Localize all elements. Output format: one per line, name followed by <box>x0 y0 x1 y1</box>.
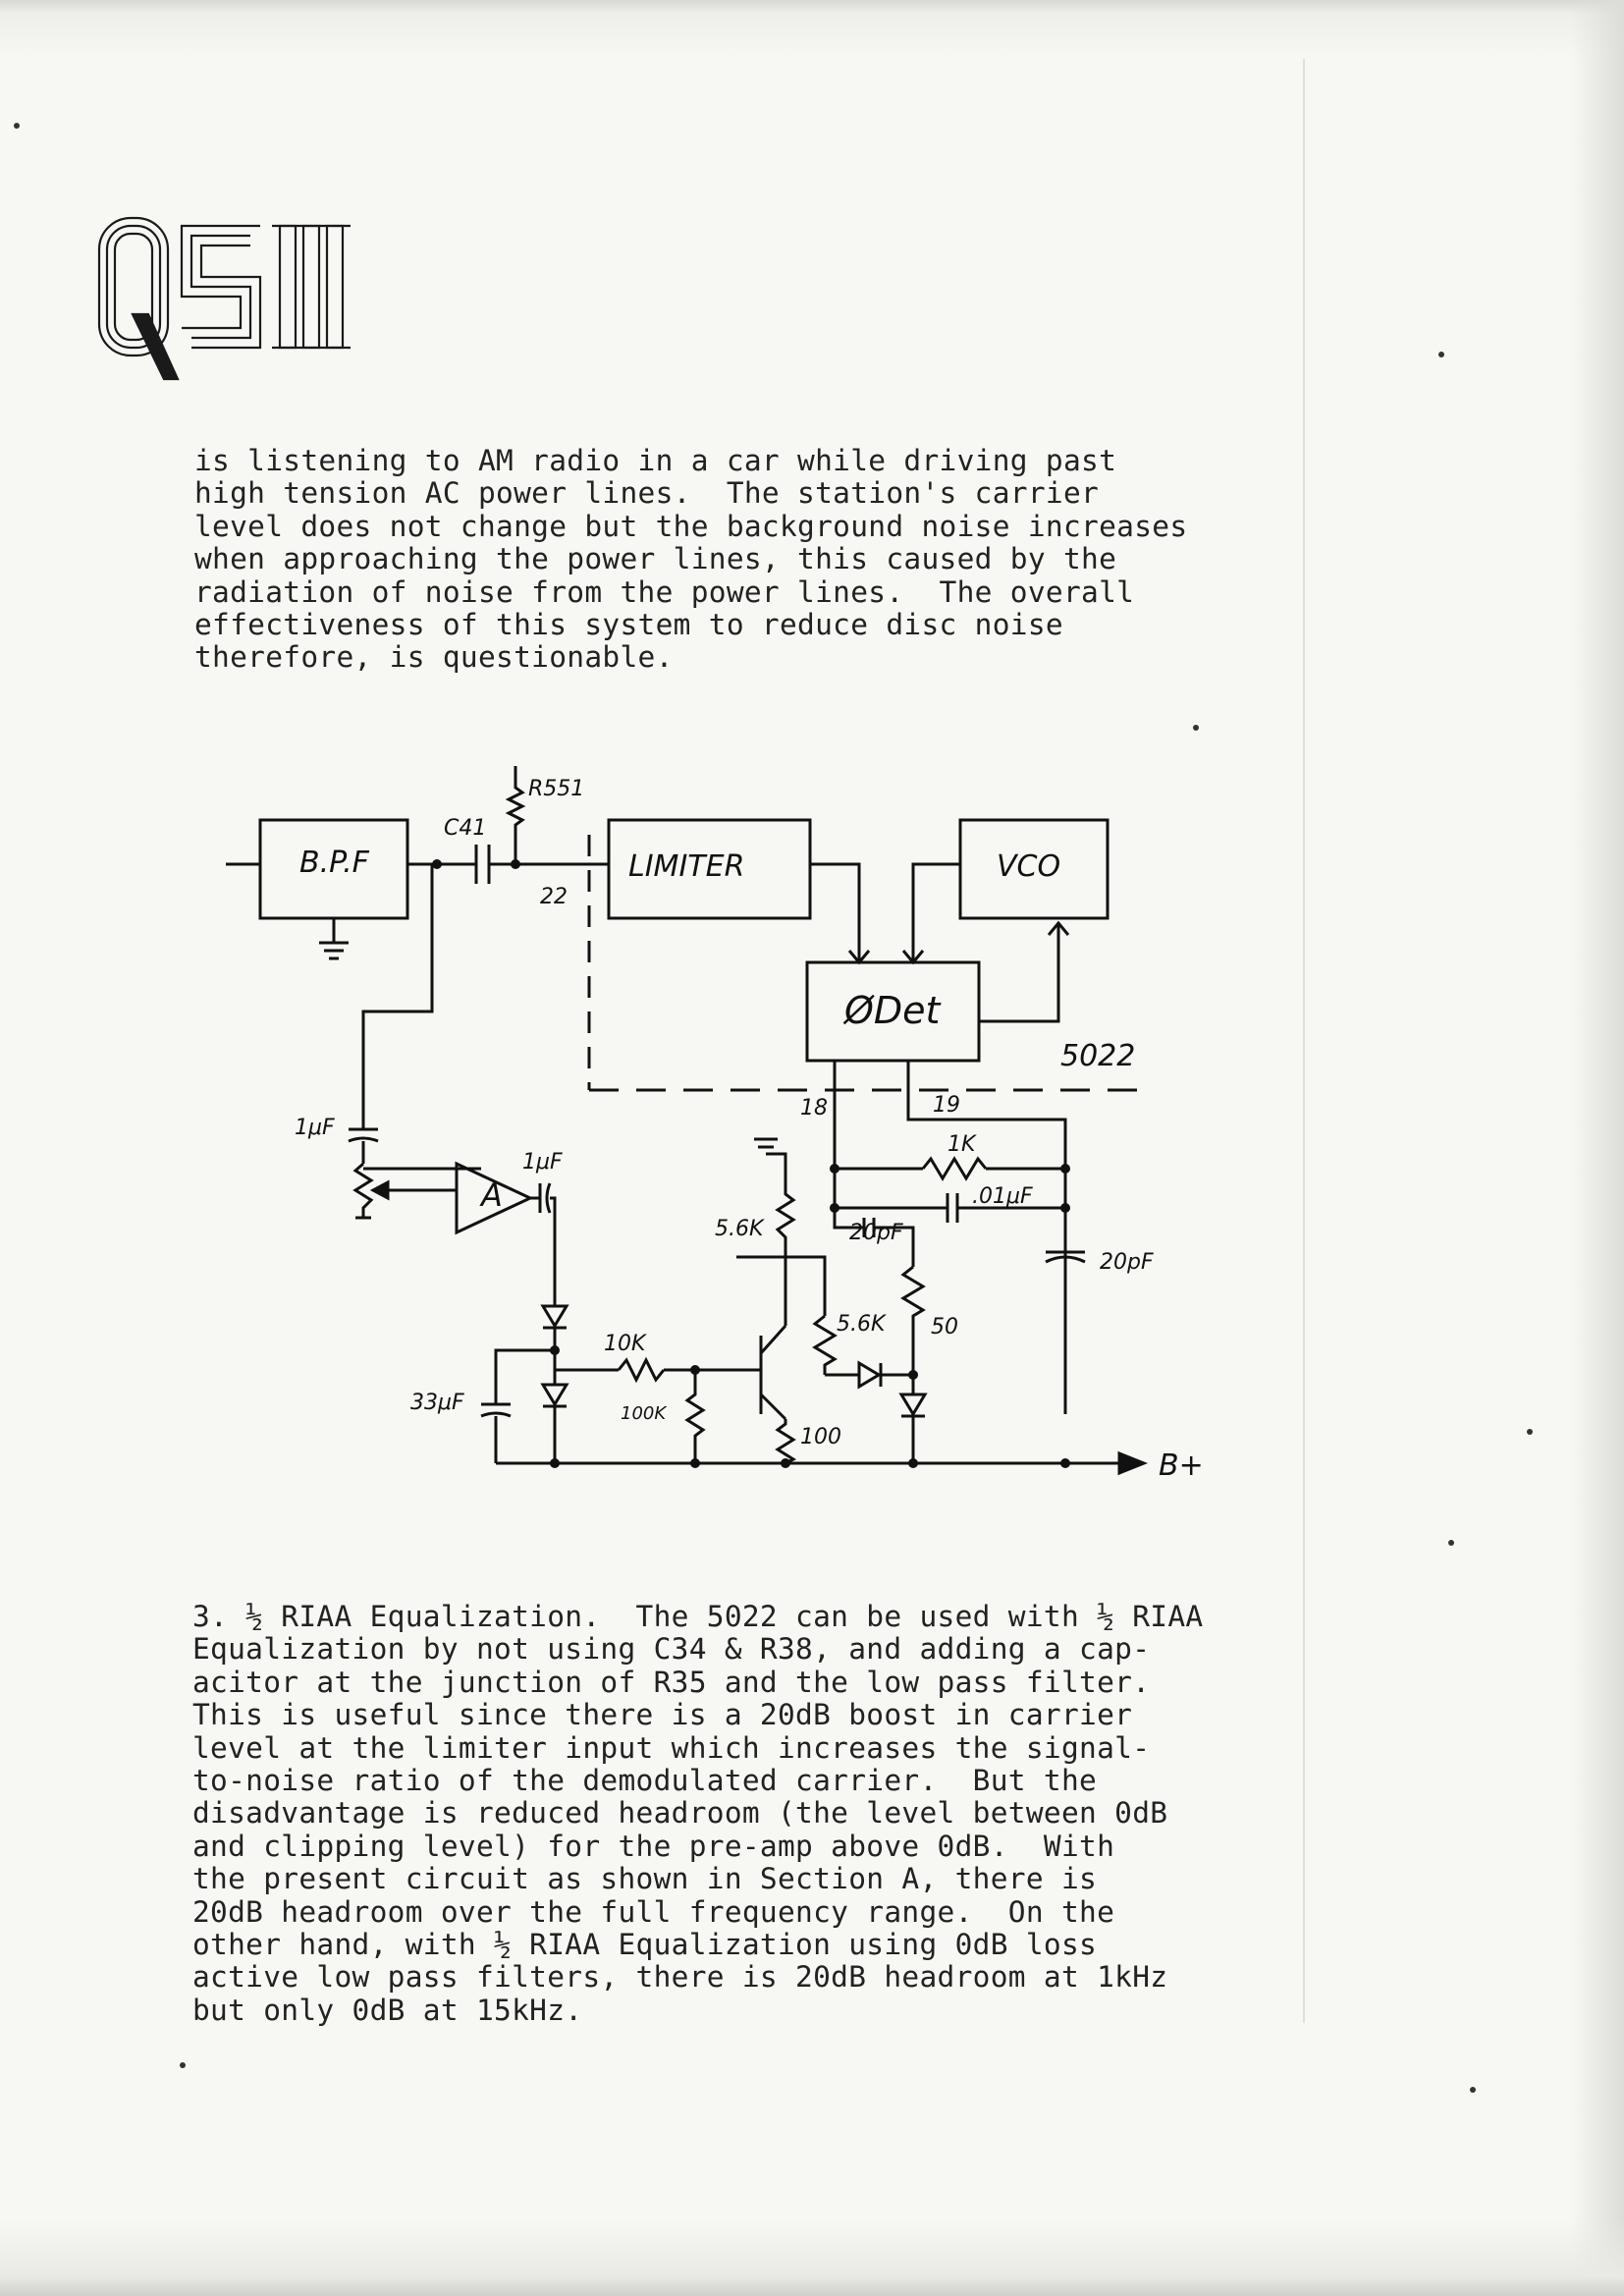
r-1k-label: 1K <box>947 1132 976 1157</box>
amp-label: A <box>481 1176 503 1214</box>
vco-label: VCO <box>997 849 1061 884</box>
scan-speck <box>1527 1429 1533 1435</box>
scan-fold-line <box>1303 59 1305 2023</box>
r-100-label: 100 <box>800 1425 841 1449</box>
r-5-6k-b-label: 5.6K <box>837 1312 886 1337</box>
r-50-label: 50 <box>931 1315 958 1339</box>
r-10k-label: 10K <box>604 1332 646 1356</box>
scan-edge-right <box>1571 0 1624 2296</box>
scan-edge-bottom <box>0 2219 1624 2296</box>
r-5-6k-a-label: 5.6K <box>715 1217 764 1241</box>
chip-label: 5022 <box>1060 1039 1136 1073</box>
circuit-schematic <box>216 766 1204 1503</box>
bpf-label: B.P.F <box>299 846 369 880</box>
c-1uf-a-label: 1μF <box>295 1116 335 1140</box>
qsi-logo <box>93 206 368 393</box>
pin18-label: 18 <box>800 1096 828 1121</box>
scan-speck <box>180 2062 186 2068</box>
scan-speck <box>1470 2087 1476 2093</box>
scan-speck <box>14 123 20 129</box>
scan-edge-top <box>0 0 1624 59</box>
c-20pf-a-label: 20pF <box>849 1221 903 1245</box>
scan-speck <box>1438 352 1444 357</box>
phase-det-label: ØDet <box>844 989 941 1032</box>
supply-label: B+ <box>1159 1449 1204 1483</box>
c-1uf-b-label: 1μF <box>522 1150 563 1175</box>
c-33uf-label: 33μF <box>410 1391 464 1415</box>
r-100k-label: 100K <box>621 1403 667 1424</box>
body-paragraph-1: is listening to AM radio in a car while driving past high tension AC power lines. The station's carrier level does not change but the background noise increases when approaching the power lines, this caused by the radiation of noise from the power lines. The overall effectiveness of this system to reduce disc noise therefore, is questionable. <box>194 444 1188 675</box>
limiter-label: LIMITER <box>628 849 745 884</box>
c-01uf-label: .01μF <box>972 1184 1033 1209</box>
pin22-label: 22 <box>540 885 568 909</box>
body-paragraph-2: 3. ½ RIAA Equalization. The 5022 can be used with ½ RIAA Equalization by not using C34 & R38, and adding a cap- acitor at the junction of R35 and the low pass filter. This is useful since there is a 20dB boost in carrier level at the limiter input which increases the signal- to-noise ratio of the demodulated carrier. But the disadvantage is reduced headroom (the level between 0dB and clipping level) for the pre-amp above 0dB. With the present circuit as shown in Section A, there is 20dB headroom over the full frequency range. On the other hand, with ½ RIAA Equalization using 0dB loss active low pass filters, there is 20dB headroom at 1kHz but only 0dB at 15kHz. <box>192 1600 1204 2027</box>
c-20pf-b-label: 20pF <box>1100 1250 1154 1275</box>
r551-label: R551 <box>528 777 585 801</box>
pin19-label: 19 <box>933 1093 960 1118</box>
scan-speck <box>1448 1540 1454 1546</box>
c41-label: C41 <box>444 816 487 841</box>
scan-speck <box>1193 725 1199 731</box>
